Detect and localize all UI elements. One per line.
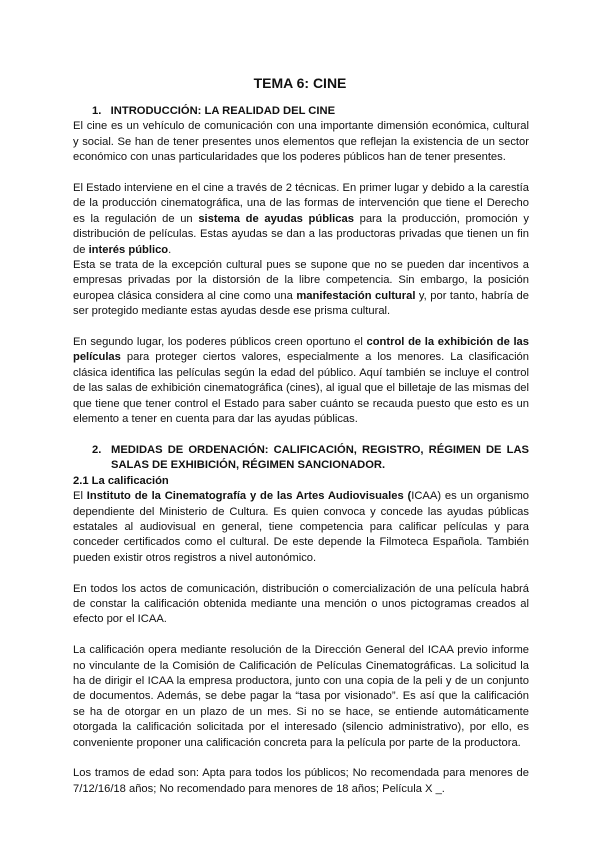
section2-paragraph-3: La calificación opera mediante resolución de la Dirección General del ICAA previo informe no vinculante de la Comisión de Calificación de Películas Cinematográficas. La solicitud la ha de dirigir el ICAA la empresa productora, junto con una copia de la peli y de un conjunto de documentos. Además, se debe pagar la “tasa por visionado”. Es así que la calificación se ha de otorgar en un plazo de un mes. Si no se hace, se entiende automáticamente otorgada la calificación solicitada por el interesado (silencio administrativo), por ello, es conveniente proponer una calificación concreta para la película por parte de la productora. bbox=[73, 644, 529, 749]
section1-paragraph-3 bbox=[73, 258, 529, 320]
section1-paragraph-2 bbox=[73, 181, 529, 258]
section2-title: MEDIDAS DE ORDENACIÓN: CALIFICACIÓN, REGISTRO, RÉGIMEN DE LAS SALAS DE EXHIBICIÓN, RÉGIMEN SANCIONADOR. bbox=[111, 443, 529, 472]
text-run: El bbox=[73, 490, 87, 503]
document-body bbox=[73, 104, 529, 797]
section1-number: 1. bbox=[92, 105, 102, 117]
text-run: Esta se trata de la excepción cultural pues se supone que no se pueden dar incentivos a empresas privadas por la distorsión de la libre competencia. Sin embargo, la posición europea clásica considera al cine como una bbox=[73, 259, 529, 302]
bold-text: Instituto de la Cinematografía y de las Artes Audiovisuales ( bbox=[86, 490, 412, 503]
bold-text: sistema de ayudas públicas bbox=[198, 212, 354, 225]
section1-paragraph-4 bbox=[73, 335, 529, 427]
section1-paragraph-1: El cine es un vehículo de comunicación con una importante dimensión económica, cultural y social. Se han de tener presentes unos elementos que reflejan la existencia de un sector económico con unas particularidades que los poderes públicos han de tener presentes. bbox=[73, 120, 529, 164]
subsection-heading: 2.1 La calificación bbox=[73, 474, 169, 487]
text-run: y, por tanto, habría de ser protegido mediante estas ayudas desde ese prisma cultural. bbox=[73, 289, 529, 318]
text-run: para la producción, promoción y distribución de películas. Estas ayudas se dan a las productoras privadas que tienen un fin de bbox=[73, 212, 529, 256]
section2-number: 2. bbox=[92, 443, 102, 456]
section2-paragraph-1 bbox=[73, 489, 529, 566]
section2-heading bbox=[73, 443, 529, 474]
section2-paragraph-4: Los tramos de edad son: Apta para todos los públicos; No recomendada para menores de 7/12/16/18 años; No recomendado para menores de 18 años; Película X _. bbox=[73, 767, 529, 795]
section1-title: INTRODUCCIÓN: LA REALIDAD DEL CINE bbox=[110, 105, 336, 117]
bold-text: control de la exhibición de las películas bbox=[73, 336, 529, 364]
text-run: . bbox=[168, 243, 172, 256]
bold-text: interés público bbox=[88, 243, 169, 256]
text-run: para proteger ciertos valores, especialmente a los menores. La clasificación clásica identifica las películas según la edad del público. Aquí también se incluye el control de las salas de exhibición cinematográfica (cines), al igual que el billetaje de las mismas del que tiene que tener control el Estado para saber cuánto se recauda puesto que esto es un elemento a tener en cuenta para dar las ayudas públicas. bbox=[73, 351, 529, 426]
text-run: El Estado interviene en el cine a través de 2 técnicas. En primer lugar y debido a la carestía de la producción cinematográfica, una de las formas de intervención que tiene el Derecho es la regulación de un bbox=[73, 182, 529, 225]
text-run: ICAA) es un organismo dependiente del Ministerio de Cultura. Es quien convoca y concede las ayudas públicas estatales al audiovisual en general, tiene competencia para calificar películas y para conceder certificados como el cultural. De este depende la Filmoteca Española. También pueden existir otros registros a nivel autonómico. bbox=[73, 490, 529, 564]
text-run: En segundo lugar, los poderes públicos creen oportuno el bbox=[73, 336, 367, 349]
bold-text: manifestación cultural bbox=[296, 289, 416, 302]
section2-paragraph-2: En todos los actos de comunicación, distribución o comercialización de una película habrá de constar la calificación obtenida mediante una mención o unos pictogramas creados al efecto por el ICAA. bbox=[73, 582, 529, 626]
section1-heading bbox=[73, 104, 529, 119]
document-title: TEMA 6: CINE bbox=[253, 75, 347, 91]
